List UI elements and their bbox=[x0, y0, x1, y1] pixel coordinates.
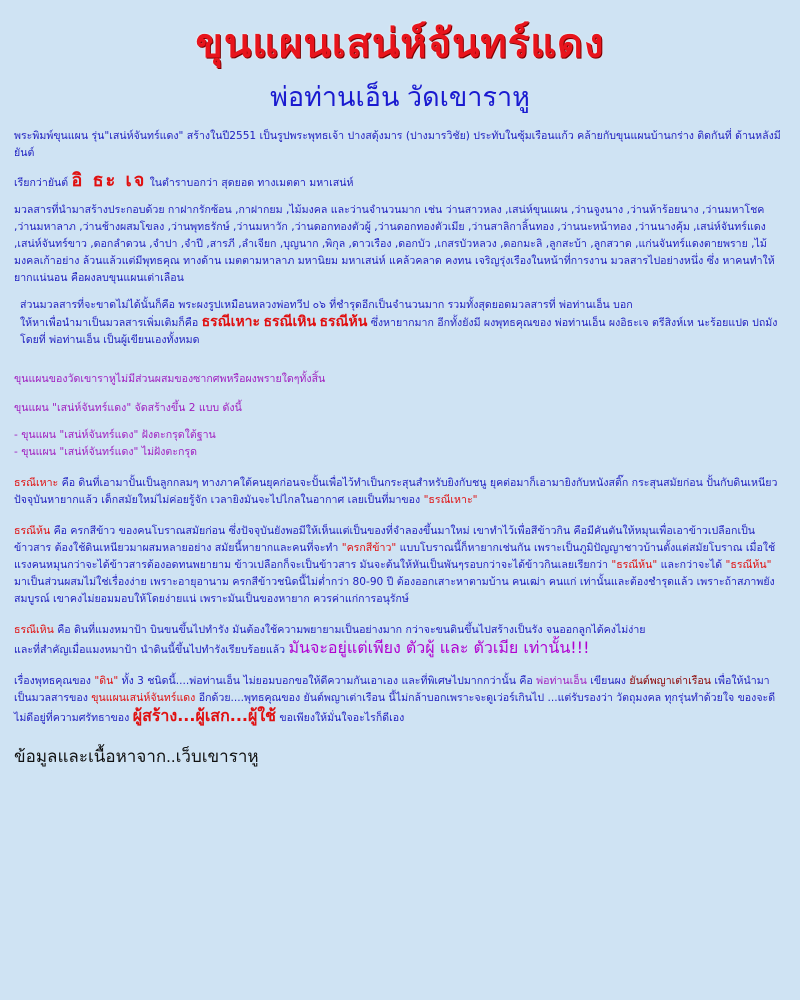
hon-term: ธรณีห้น bbox=[14, 525, 51, 537]
yant-prefix: เรียกว่ายันต์ bbox=[14, 177, 69, 189]
hon-quote2: "ธรณีห้น" bbox=[611, 559, 658, 571]
closing-n2: ยันต์พญาเต่าเรือน bbox=[629, 675, 712, 687]
haw-paragraph bbox=[14, 475, 786, 509]
closing-p5: อีกด้วย....พุทธคุณของ ยันต์พญาเต่าเรือน นี้ไม่กล้าบอกเพราะจะดูเว่อร์เกินไป ...แต่รับรองว่า วัตถุมงคล ทุกรุ่นทำด้วยใจ ของจะดีไม่ดีอยู่ที่ความศรัทธาของ bbox=[14, 692, 776, 724]
materials-paragraph: มวลสารที่นำมาสร้างประกอบด้วย กาฝากรักซ้อน ,กาฝากยม ,ไม้มงคล และว่านจำนวนมาก เช่น ว่านสาวหลง ,เสน่ห์ขุนแผน ,ว่านจูงนาง ,ว่านห้าร้อยนาง ,ว่านมหาโชค ,ว่านมหาลาภ ,ว่านช้างผสมโขลง ,ว่านพุทธรักษ์ ,ว่านมหาวัก ,ว่านดอกทองตัวผู้ ,ว่านดอกทองตัวเมีย ,ว่านสาลิกาลิ้นทอง ,ว่านนะหน้าทอง ,ว่านนางคุ้ม ,เสน่ห์จันทร์แดง ,เสน่ห์จันทร์ขาว ,ดอกลำดวน ,จำปา ,จำปี ,สารภี ,ลำเจียก ,บุญนาก ,พิกุล ,ดาวเรือง ,ดอกบัว ,เกสรบัวหลวง ,ดอกมะลิ ,ลูกสะบ้า ,ลูกสวาด ,แก่นจันทร์แดงตายพราย ,ไม้มงคลเก้าอย่าง ล้วนแล้วแต่มีพุทธคุณ ทางด้าน เมตตามหาลาภ มหานิยม มหาเสน่ห์ แคล้วคลาด คงทน เจริญรุ่งเรืองในหน้าที่การงาน มวลสารไปอย่างหนึ่ง ซึ่ง หาคนทำให้ยากแน่นอน คือผงลบขุนแผนเต่าเลือน bbox=[14, 204, 775, 284]
closing-paragraph bbox=[14, 673, 786, 727]
yant-suffix: ในตำราบอกว่า สุดยอด ทางเมตตา มหาเสน่ห์ bbox=[149, 177, 354, 189]
closing-p1: เรื่องพุทธคุณของ bbox=[14, 675, 91, 687]
haw-text: คือ ดินที่เอามาปั้นเป็นลูกกลมๆ ทางภาคใต้คนยุคก่อนจะปั้นเพื่อไว้ทำเป็นกระสุนสำหรับยิงกับชนู ยุคต่อมาก็เอามายิงกับหนังสติ๊ก กระสุนสมัยก่อน ปั้นกับดินเหนียว ปัจจุบันหายากแล้ว เด็กสมัยใหม่ไม่ค่อยรู้จัก เวลายิงมันจะไปไกลในอากาศ เลยเป็นที่มาของ bbox=[14, 477, 778, 506]
source-credit: ข้อมูลและเนื้อหาจาก..เว็บเขาราหู bbox=[14, 747, 259, 766]
hon-quote1: "ครกสีข้าว" bbox=[341, 542, 397, 554]
essential-line1: ส่วนมวลสารที่จะขาดไม่ได้นั้นก็คือ พระผงรูปเหมือนหลวงพ่อทวีป ๐๖ ที่ชำรุดอีกเป็นจำนวนมาก รวมทั้งสุดยอดมวลสารที่ พ่อท่านเอ็น บอก bbox=[20, 299, 633, 311]
hon-text4: มาเป็นส่วนผสมไม่ใช่เรื่องง่าย เพราะอายุอานาม ครกสีข้าวชนิดนี้ไม่ต่ำกว่า 80-90 ปี ต้องออกเสาะหาตามบ้าน คนเฒ่า คนแก่ เท่านั้นและต้องชำรุดแล้ว เพราะถ้าสภาพยังสมบูรณ์ เขาคงไม่ยอมมอบให้โดยง่ายแน่ เพราะมันเป็นของหายาก ควรค่าแก่การอนุรักษ์ bbox=[14, 576, 775, 605]
hern-text2: และที่สำคัญเมื่อแมงหมาป้า นำดินนี้ขึ้นไปทำรังเรียบร้อยแล้ว bbox=[14, 644, 286, 656]
note-type1: - ขุนแผน "เสน่ห์จันทร์แดง" ฝังตะกรุดใต้ฐาน bbox=[14, 429, 216, 441]
closing-p6: ขอเพียงให้มั่นใจอะไรก็ดีเอง bbox=[279, 712, 405, 724]
closing-p3: เขียนผง bbox=[590, 675, 626, 687]
hon-text2: แบบโบราณนี้ก็หายากเช่นกัน เพราะเป็นภูมิปัญญาชาวบ้านตั้งแต่สมัยโบราณ เมื่อใช้แรงคนหมุนกว่าจะได้ข้าวสารต้องอดทนพยายาม ข้าวเปลือกก็จะเป็นข้าวสาร มันจะต้นให้หันเป็นพันๆรอบกว่าจะได้ข้าวกินเลยเรียกว่า bbox=[14, 542, 776, 571]
hon-paragraph bbox=[14, 523, 786, 608]
essential-line2a: ให้หาเพื่อนำมาเป็นมวลสารเพิ่มเติมก็คือ bbox=[20, 317, 199, 329]
hern-paragraph bbox=[14, 622, 786, 639]
term-hern: ธรณีเหิน bbox=[263, 314, 317, 330]
term-hon: ธรณีห้น bbox=[319, 314, 368, 330]
page-subtitle: พ่อท่านเอ็น วัดเขาราหู bbox=[270, 82, 530, 112]
closing-n3: ขุนแผนเสน่ห์จันทร์แดง bbox=[91, 692, 196, 704]
intro-paragraph: พระพิมพ์ขุนแผน รุ่น"เสน่ห์จันทร์แดง" สร้างในปี2551 เป็นรูปพระพุทธเจ้า ปางสดุ้งมาร (ปางมารวิชัย) ประทับในซุ้มเรือนแก้ว คล้ายกับขุนแผนบ้านกร่าง ติดกันที่ ด้านหลังมียันต์ bbox=[14, 130, 781, 159]
yant-paragraph bbox=[14, 172, 786, 192]
hern-line2 bbox=[14, 639, 786, 659]
closing-q1: "ดิน" bbox=[94, 675, 119, 687]
yant-name: อิ ธะ เจ bbox=[71, 170, 147, 191]
note-two-types: ขุนแผน "เสน่ห์จันทร์แดง" จัดสร้างขึ้น 2 แบบ ดังนี้ bbox=[14, 402, 242, 414]
essential-line2 bbox=[14, 314, 786, 349]
haw-quote: "ธรณีเหาะ" bbox=[423, 494, 478, 506]
essential-line2b: ซึ่งหายากมาก อีกทั้งยังมี ผงพุทธคุณของ พ่อท่านเอ็น ผงอิธะเจ ตรีสิงห์เห นะร้อยแปด ปถมังโดยที่ พ่อท่านเอ็น เป็นผู้เขียนเองทั้งหมด bbox=[20, 317, 778, 346]
closing-p4: เพื่อให้นำมาเป็นมวลสารของ bbox=[14, 675, 770, 704]
hern-emph: มันจะอยู่แต่เพียง ตัวผู้ และ ตัวเมีย เท่านั้น!!! bbox=[288, 638, 590, 657]
note-type2: - ขุนแผน "เสน่ห์จันทร์แดง" ไม่ฝังตะกรุด bbox=[14, 446, 197, 458]
page-title: ขุนแผนเสน่ห์จันทร์แดง bbox=[195, 22, 605, 66]
hern-term: ธรณีเหิน bbox=[14, 624, 54, 636]
term-haw: ธรณีเหาะ bbox=[201, 314, 261, 330]
hon-text3: และกว่าจะได้ bbox=[660, 559, 723, 571]
hern-text1: คือ ดินที่แมงหมาป้า บินขนขึ้นไปทำรัง มันต้องใช้ความพยายามเป็นอย่างมาก กว่าจะขนดินขึ้นไปสร้างเป็นรัง จนออกลูกได้คงไม่ง่าย bbox=[57, 624, 646, 636]
closing-n1: พ่อท่านเอ็น bbox=[536, 675, 587, 687]
closing-p2: ทั้ง 3 ชนิดนี้....พ่อท่านเอ็น ไม่ยอมบอกขอให้ดีความกันเอาเอง และที่พิเศษไปมากกว่านั้น คือ bbox=[121, 675, 533, 687]
closing-emph: ผู้สร้าง...ผู้เสก...ผู้ใช้ bbox=[132, 706, 277, 725]
hon-text1: คือ ครกสีข้าว ของคนโบราณสมัยก่อน ซึ่งปัจจุบันยังพอมีให้เห็นแต่เป็นของที่จำลองขึ้นมาใหม่ เขาทำไว้เพื่อสีข้าวกิน คือมีคันตันให้หมุนเพื่อเอาข้าวเปลือกเป็นข้าวสาร ต้องใช้ดินเหนียวมาผสมหลายอย่าง สมัยนี้หายากและคนที่จะทำ bbox=[14, 525, 756, 554]
note-no-corpse: ขุนแผนของวัดเขาราหูไม่มีส่วนผสมของซากศพหรือผงพรายใดๆทั้งสิ้น bbox=[14, 373, 326, 385]
haw-term: ธรณีเหาะ bbox=[14, 477, 59, 489]
hon-quote3: "ธรณีห้น" bbox=[725, 559, 772, 571]
